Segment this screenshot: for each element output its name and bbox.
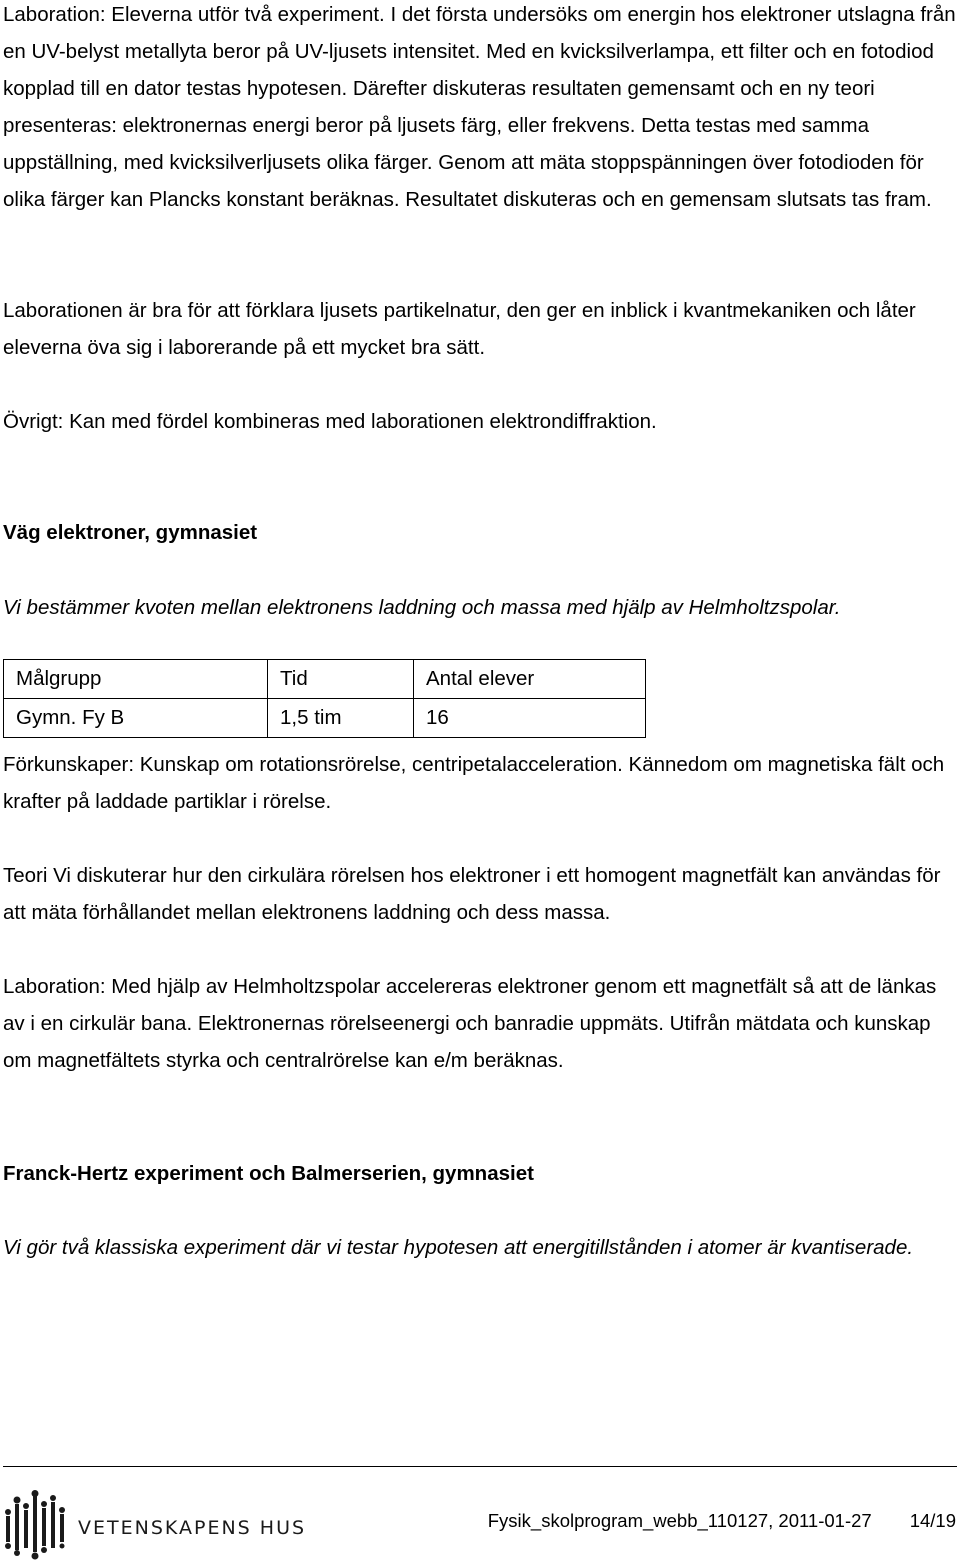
footer-divider: [3, 1466, 957, 1467]
section-subtitle-franck-hertz: Vi gör två klassiska experiment där vi testar hypotesen att energitillstånden i atomer är kvantiserade.: [3, 1236, 914, 1259]
table-header-row: [4, 660, 646, 699]
table-header-cell: Tid: [268, 660, 414, 699]
lab-paragraph: Laboration: Med hjälp av Helmholtzspolar accelereras elektroner genom ett magnetfält så att de länkas av i en cirkulär bana. Elektronernas rörelseenergi och banradie uppmäts. Utifrån mätdata och kunskap om magnetfältets styrka och centralrörelse kan e/m beräknas.: [3, 975, 937, 1072]
intro-paragraph: Laboration: Eleverna utför två experiment. I det första undersöks om energin hos elektroner utslagna från en UV-belyst metallyta beror på UV-ljusets intensitet. Med en kvicksilverlampa, ett filter och en fotodiod kopplad till en dator testas hypotesen. Därefter diskuteras resultaten gemensamt och en ny teori presenteras: elektronernas energi beror på ljusets färg, eller frekvens. Detta testas med samma uppställning, med kvicksilverljusets olika färger. Genom att mäta stoppspänningen över fotodioden för olika färger kan Plancks konstant beräknas. Resultatet diskuteras och en gemensam slutsats tas fram.: [3, 3, 956, 211]
evaluation-paragraph: Laborationen är bra för att förklara ljusets partikelnatur, den ger en inblick i kvantmekaniken och låter eleverna öva sig i laborerande på ett mycket bra sätt.: [3, 299, 916, 359]
section-title-weigh-electrons: Väg elektroner, gymnasiet: [3, 521, 258, 544]
table-cell: 16: [414, 699, 646, 738]
logo-text: VETENSKAPENS HUS: [78, 1517, 307, 1539]
theory-paragraph: Teori Vi diskuterar hur den cirkulära rörelsen hos elektroner i ett homogent magnetfält kan användas för att mäta förhållandet mellan elektronens laddning och dess massa.: [3, 864, 941, 924]
section-title-franck-hertz: Franck-Hertz experiment och Balmerserien, gymnasiet: [3, 1162, 534, 1185]
table-cell: Gymn. Fy B: [4, 699, 268, 738]
table-header-cell: Antal elever: [414, 660, 646, 699]
page-number: 14/19: [909, 1510, 956, 1531]
table-header-cell: Målgrupp: [4, 660, 268, 699]
prerequisites-paragraph: Förkunskaper: Kunskap om rotationsrörelse, centripetalacceleration. Kännedom om magnetiska fält och krafter på laddade partiklar i rörelse.: [3, 753, 945, 813]
table-row: [4, 699, 646, 738]
section-subtitle-weigh-electrons: Vi bestämmer kvoten mellan elektronens laddning och massa med hjälp av Helmholtzspolar.: [3, 596, 841, 619]
table-cell: 1,5 tim: [268, 699, 414, 738]
document-reference: Fysik_skolprogram_webb_110127, 2011-01-27: [487, 1510, 872, 1531]
target-group-table: [3, 659, 646, 738]
footer-info: [488, 1510, 956, 1532]
other-paragraph: Övrigt: Kan med fördel kombineras med laborationen elektrondiffraktion.: [3, 410, 657, 433]
vetenskapens-hus-logo: [4, 1490, 306, 1560]
logo-mark-icon: [4, 1490, 66, 1560]
